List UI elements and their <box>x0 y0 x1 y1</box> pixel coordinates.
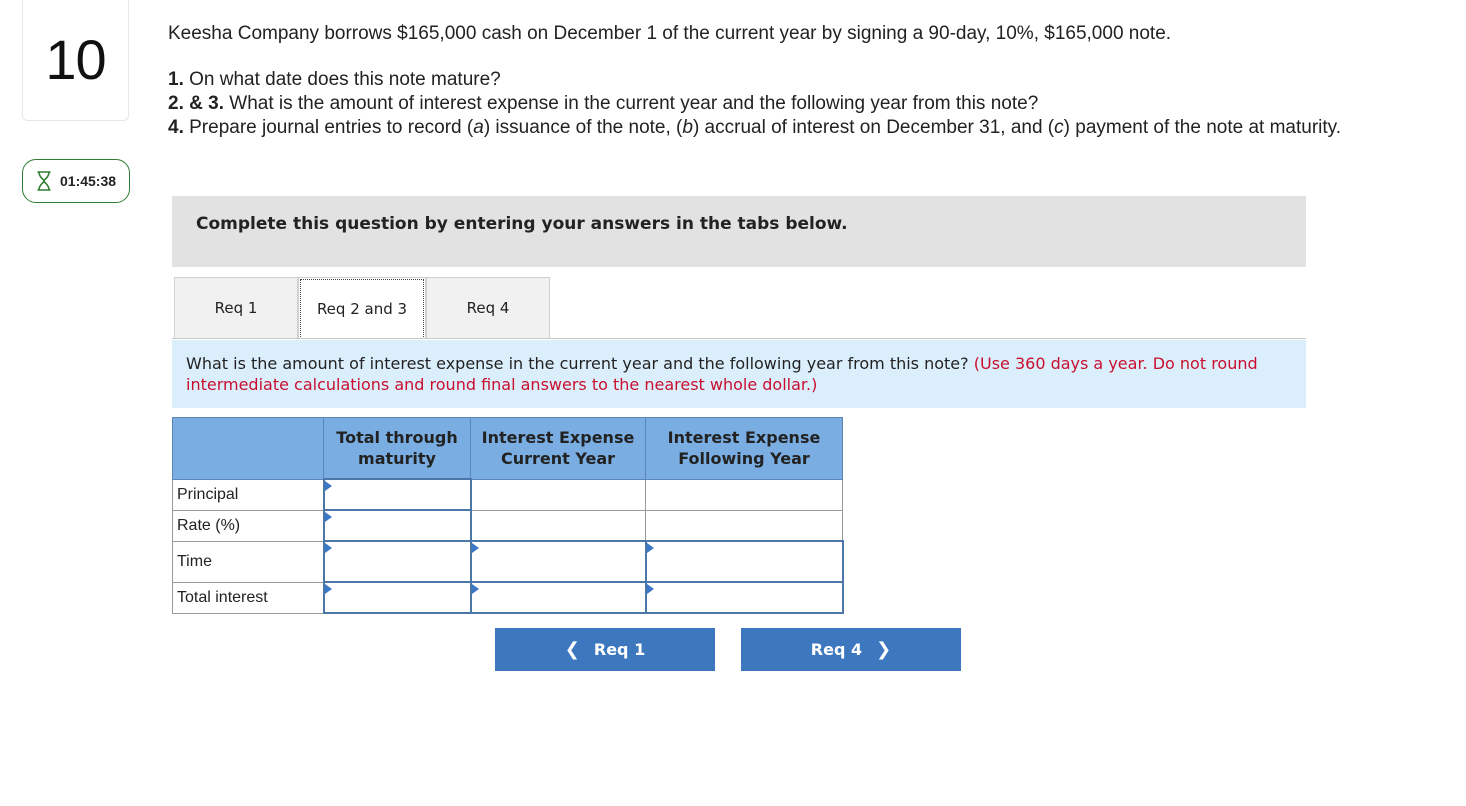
principal-following-cell <box>646 479 843 510</box>
question-number: 10 <box>45 27 106 91</box>
tab-divider <box>172 338 1306 339</box>
question-item-2: 2. & 3. What is the amount of interest expense in the current year and the following year from this note? <box>168 93 1039 114</box>
table-row <box>173 582 843 613</box>
header-blank <box>173 418 324 480</box>
timer[interactable] <box>22 159 130 203</box>
header-interest-following-year: Interest Expense Following Year <box>646 418 843 480</box>
tab-instructions: What is the amount of interest expense in the current year and the following year from this note? (Use 360 days a year. Do not round intermediate calculations and round final answers to the nearest whole dollar.) <box>172 340 1306 408</box>
rate-total-input[interactable] <box>324 510 471 541</box>
instruction-panel <box>172 196 1306 267</box>
total-interest-total-input[interactable] <box>324 582 471 613</box>
row-label-rate: Rate (%) <box>173 510 324 541</box>
timer-value: 01:45:38 <box>60 173 117 189</box>
hourglass-icon <box>37 171 51 191</box>
question-number-box <box>22 0 129 121</box>
total-interest-current-input[interactable] <box>471 582 646 613</box>
rate-following-cell <box>646 510 843 541</box>
question-intro: Keesha Company borrows $165,000 cash on December 1 of the current year by signing a 90-day, 10%, $165,000 note. <box>168 23 1172 44</box>
time-following-input[interactable] <box>646 541 843 582</box>
panel-instruction: Complete this question by entering your answers in the tabs below. <box>196 214 848 234</box>
question-item-4: 4. Prepare journal entries to record (a) issuance of the note, (b) accrual of interest on December 31, and (c) payment of the note at maturity. <box>168 117 1342 138</box>
principal-total-input[interactable] <box>324 479 471 510</box>
row-label-time: Time <box>173 541 324 582</box>
header-total-through-maturity: Total through maturity <box>324 418 471 480</box>
rate-current-cell <box>471 510 646 541</box>
table-row <box>173 479 843 510</box>
prev-req-button[interactable]: ❮ Req 1 <box>495 628 715 671</box>
total-interest-following-input[interactable] <box>646 582 843 613</box>
tab-req-2-and-3[interactable]: Req 2 and 3 <box>298 277 426 339</box>
rounding-note: (Use 360 days a year. Do not round intermediate calculations and round final answers to the nearest whole dollar.) <box>186 354 1258 394</box>
header-interest-current-year: Interest Expense Current Year <box>471 418 646 480</box>
chevron-left-icon: ❮ <box>564 639 580 660</box>
next-req-button[interactable]: Req 4 ❯ <box>741 628 961 671</box>
time-total-input[interactable] <box>324 541 471 582</box>
row-label-total-interest: Total interest <box>173 582 324 613</box>
tab-req-4[interactable]: Req 4 <box>426 277 550 339</box>
question-content <box>168 22 1388 140</box>
table-row <box>173 541 843 582</box>
chevron-right-icon: ❯ <box>876 639 892 660</box>
question-item-1: 1. On what date does this note mature? <box>168 69 501 90</box>
time-current-input[interactable] <box>471 541 646 582</box>
principal-current-cell <box>471 479 646 510</box>
question-list <box>168 68 1388 140</box>
row-label-principal: Principal <box>173 479 324 510</box>
tab-bar <box>174 277 550 339</box>
interest-table <box>172 417 844 614</box>
tab-req-1[interactable]: Req 1 <box>174 277 298 339</box>
table-row <box>173 510 843 541</box>
